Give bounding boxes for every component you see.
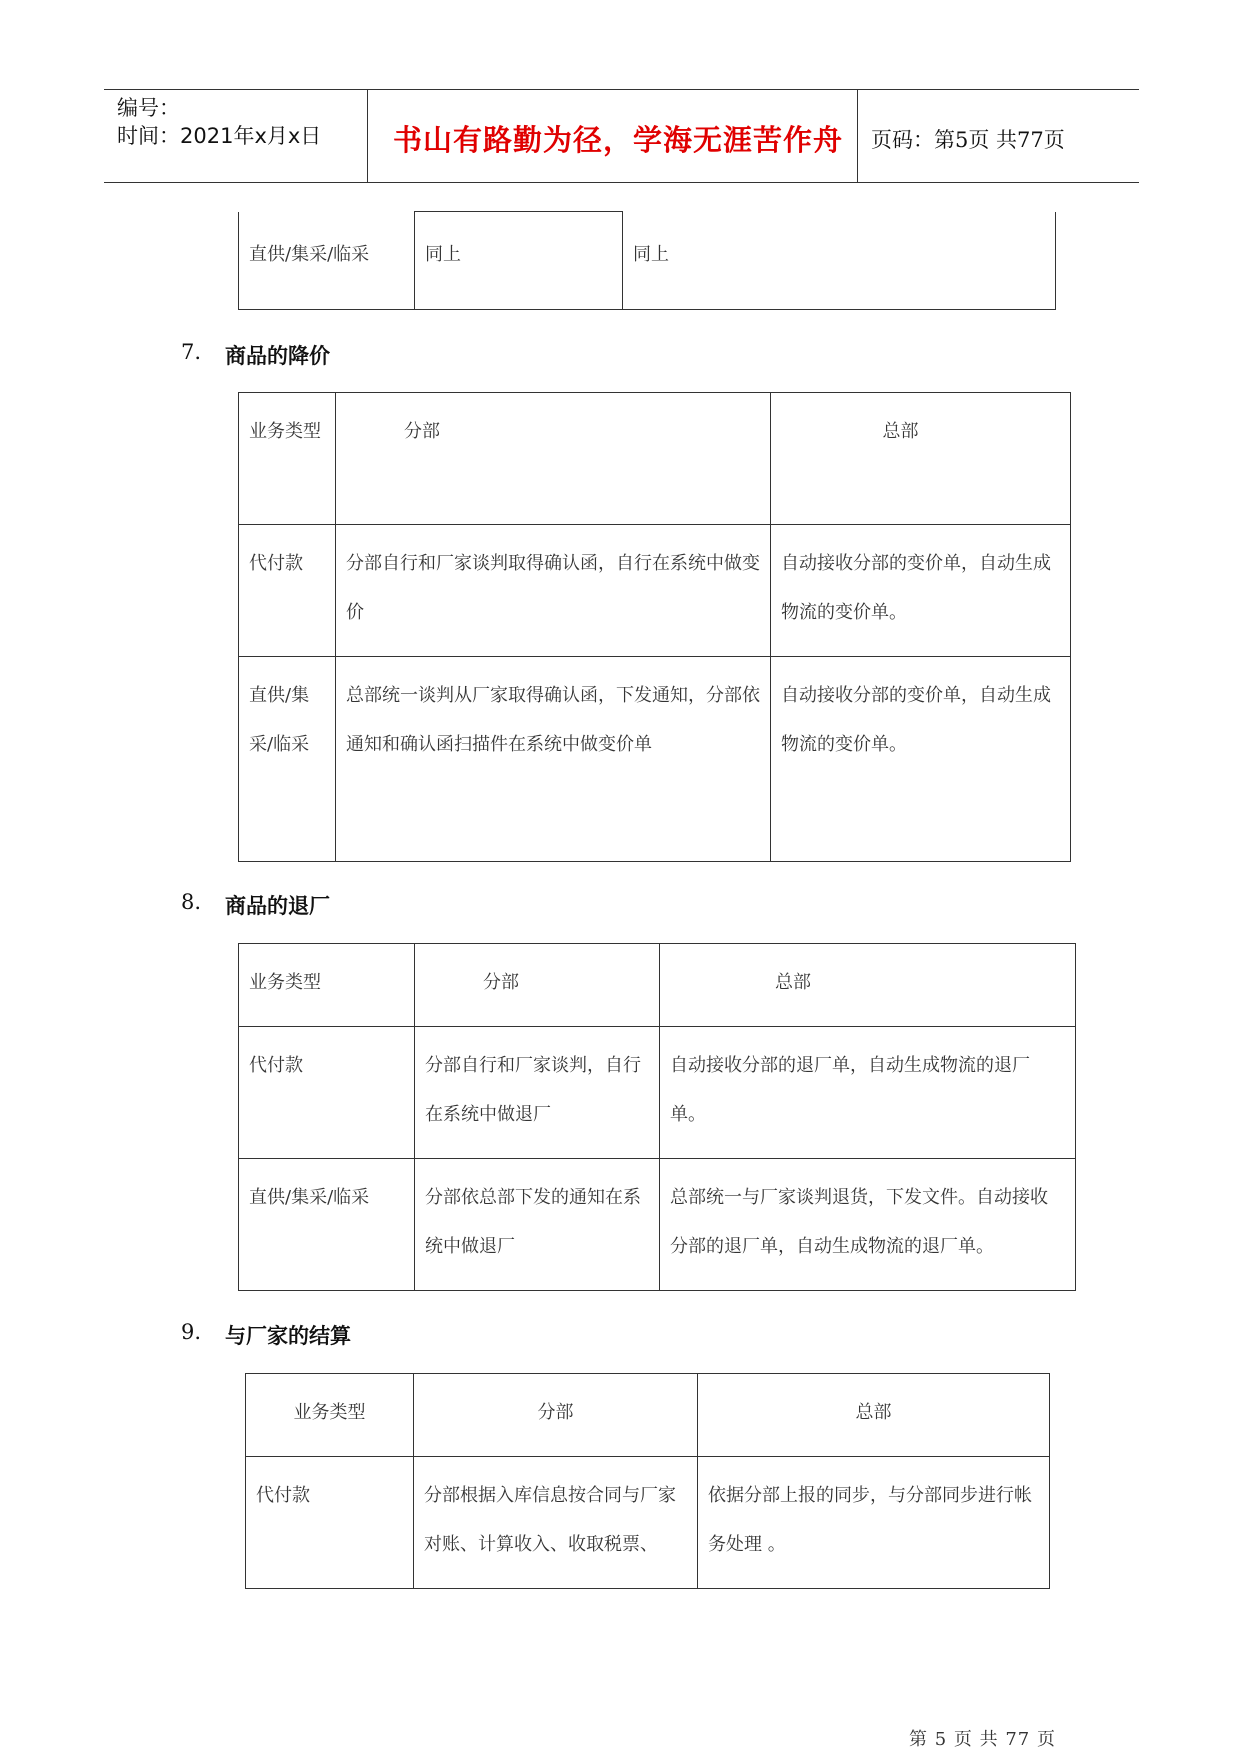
table-cell: 自动接收分部的变价单，自动生成物流的变价单。 [771,657,1071,862]
section-title: 商品的退厂 [225,894,330,918]
vendor-settlement-table [245,1373,1050,1589]
table-cell: 分部自行和厂家谈判，自行在系统中做退厂 [415,1027,660,1159]
table-cell: 总部统一谈判从厂家取得确认函，下发通知，分部依通知和确认函扫描件在系统中做变价单 [336,657,771,862]
header-divider-right [857,89,858,182]
table-cell: 直供/集采/临采 [239,212,415,310]
continued-table [238,211,1056,310]
column-header: 业务类型 [239,393,336,525]
time-label: 时间：2021年x月x日 [117,124,322,148]
table-row [246,1457,1050,1589]
section-title: 与厂家的结算 [225,1324,351,1348]
table-row [239,212,1056,310]
table-header-row [239,393,1071,525]
table-cell: 自动接收分部的退厂单，自动生成物流的退厂单。 [660,1027,1076,1159]
table-cell: 同上 [415,212,623,310]
section-number: 8. [181,890,202,914]
column-header: 分部 [336,393,771,525]
table-cell: 分部依总部下发的通知在系统中做退厂 [415,1159,660,1291]
column-header: 业务类型 [246,1374,414,1457]
table-row [239,1159,1076,1291]
column-header: 分部 [414,1374,698,1457]
table-row [239,525,1071,657]
column-header: 业务类型 [239,944,415,1027]
table-cell: 自动接收分部的变价单，自动生成物流的变价单。 [771,525,1071,657]
motto-banner: 书山有路勤为径，学海无涯苦作舟 [393,123,844,157]
header-top-rule [104,89,1139,90]
table-cell: 分部自行和厂家谈判取得确认函，自行在系统中做变价 [336,525,771,657]
table-cell: 代付款 [239,1027,415,1159]
header-divider-left [367,89,368,182]
column-header: 分部 [415,944,660,1027]
price-reduction-table [238,392,1071,862]
table-cell: 直供/集采/临采 [239,657,336,862]
table-cell: 分部根据入库信息按合同与厂家对账、计算收入、收取税票、 [414,1457,698,1589]
table-header-row [246,1374,1050,1457]
section-number: 7. [181,340,202,364]
table-cell: 代付款 [246,1457,414,1589]
page-info: 页码：第5页 共77页 [871,128,1065,152]
table-cell: 总部统一与厂家谈判退货，下发文件。自动接收分部的退厂单，自动生成物流的退厂单。 [660,1159,1076,1291]
section-number: 9. [181,1320,202,1344]
table-header-row [239,944,1076,1027]
table-cell: 依据分部上报的同步，与分部同步进行帐务处理 。 [698,1457,1050,1589]
page-footer: 第 5 页 共 77 页 [909,1729,1056,1750]
table-cell: 直供/集采/临采 [239,1159,415,1291]
return-to-vendor-table [238,943,1076,1291]
serial-label: 编号： [117,96,180,120]
table-cell: 代付款 [239,525,336,657]
column-header: 总部 [660,944,1076,1027]
column-header: 总部 [771,393,1071,525]
section-title: 商品的降价 [225,344,330,368]
table-row [239,1027,1076,1159]
table-row [239,657,1071,862]
header-bottom-rule [104,182,1139,183]
table-cell: 同上 [623,212,1056,310]
column-header: 总部 [698,1374,1050,1457]
